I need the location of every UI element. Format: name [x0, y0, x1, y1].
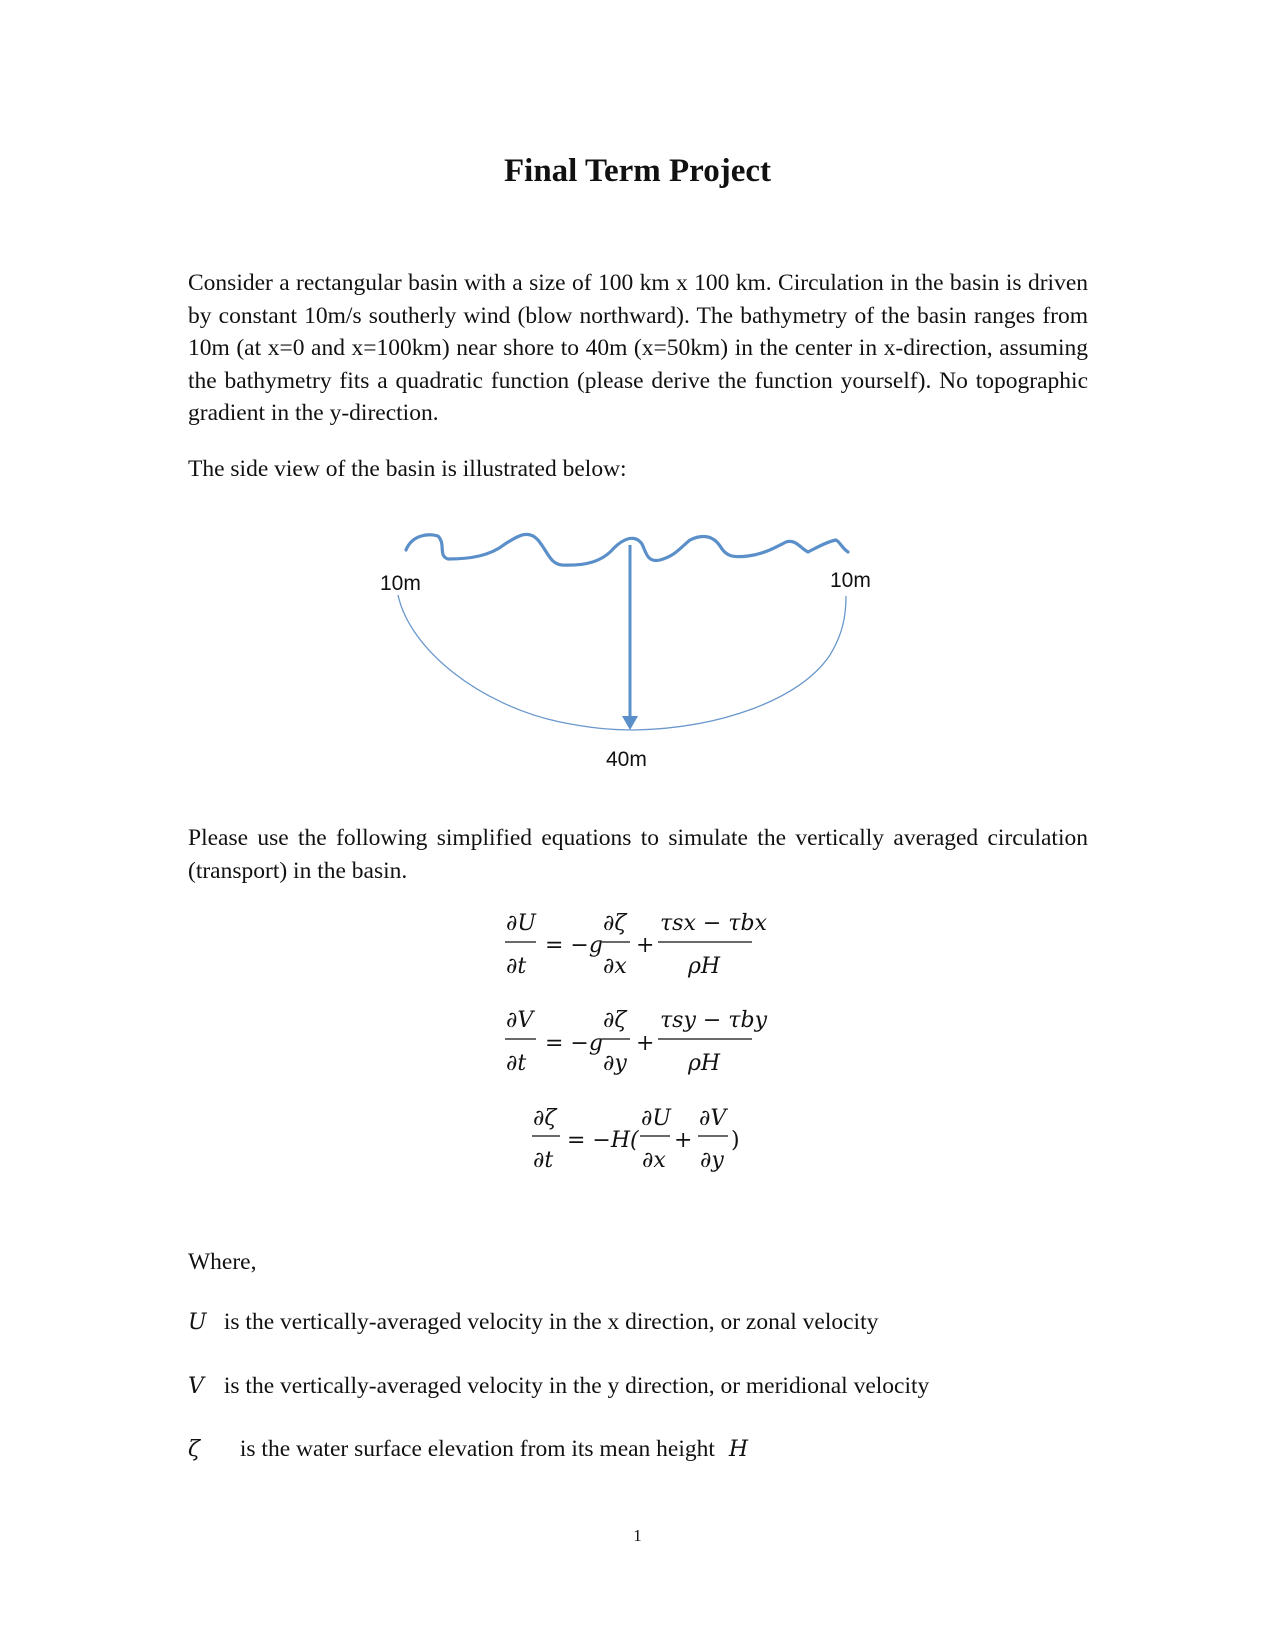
page-title: Final Term Project — [504, 153, 771, 189]
left-depth-label: 10m — [380, 572, 421, 595]
eq3-plus: + — [674, 1128, 693, 1153]
equation-u-momentum — [505, 911, 768, 979]
definition-v-text: is the vertically-averaged velocity in the y direction, or meridional velocity — [223, 1373, 930, 1399]
eq1-plus: + — [636, 933, 655, 958]
center-depth-label: 40m — [606, 748, 647, 771]
eq2-grad-den: ∂y — [603, 1051, 627, 1076]
definition-zeta-symbol: ζ — [188, 1437, 200, 1462]
eq2-grad-num: ∂ζ — [603, 1008, 627, 1033]
intro-paragraph: Consider a rectangular basin with a size of 100 km x 100 km. Circulation in the basin is driven by constant 10m/s southerly wind (blow northward). The bathymetry of the basin ranges from 10m (at x=0 and x=100km) near shore to 40m (x=50km) in the center in x-direction, assuming the bathymetry fits a quadratic function (please derive the function yourself). No topographic gradient in the y-direction. — [188, 270, 1088, 426]
definition-v — [188, 1373, 929, 1400]
eq3-equals: = −H( — [567, 1128, 639, 1153]
eq1-grad-den: ∂x — [603, 954, 627, 979]
side-view-caption: The side view of the basin is illustrated below: — [188, 456, 627, 482]
eq2-plus: + — [636, 1031, 655, 1056]
definition-u — [188, 1309, 878, 1336]
eq2-frac-den: ρH — [688, 1051, 721, 1076]
definition-u-symbol: U — [188, 1310, 207, 1335]
eq1-grad-num: ∂ζ — [603, 911, 627, 936]
right-depth-label: 10m — [830, 569, 871, 592]
eq2-lhs-den: ∂t — [506, 1051, 527, 1076]
eq1-lhs-den: ∂t — [506, 954, 527, 979]
eq3-lhs-den: ∂t — [533, 1148, 554, 1173]
eq3-b-num: ∂V — [699, 1106, 727, 1131]
definition-zeta-text: is the water surface elevation from its mean height — [239, 1436, 715, 1462]
eq3-lhs-num: ∂ζ — [533, 1106, 557, 1131]
instructions-paragraph: Please use the following simplified equations to simulate the vertically averaged circulation (transport) in the basin. — [188, 825, 1088, 884]
eq3-a-num: ∂U — [641, 1106, 671, 1131]
eq1-equals: = −g — [545, 933, 603, 958]
definition-v-symbol: V — [188, 1374, 204, 1399]
definition-zeta-trailing-symbol: H — [728, 1437, 748, 1462]
equation-v-momentum — [505, 1008, 768, 1076]
eq1-frac-den: ρH — [688, 954, 721, 979]
eq3-close: ) — [731, 1128, 740, 1153]
equation-continuity — [532, 1106, 740, 1173]
eq1-frac-num: τsx − τbx — [660, 911, 767, 936]
eq2-frac-num: τsy − τby — [660, 1008, 767, 1033]
definition-u-text: is the vertically-averaged velocity in the x direction, or zonal velocity — [223, 1309, 879, 1335]
eq1-lhs-num: ∂U — [506, 911, 536, 936]
eq2-lhs-num: ∂V — [506, 1008, 534, 1033]
definition-zeta — [188, 1436, 748, 1463]
eq3-a-den: ∂x — [642, 1148, 666, 1173]
page-number: 1 — [633, 1526, 642, 1545]
eq2-equals: = −g — [545, 1031, 603, 1056]
eq3-b-den: ∂y — [700, 1148, 724, 1173]
where-label: Where, — [188, 1249, 257, 1275]
